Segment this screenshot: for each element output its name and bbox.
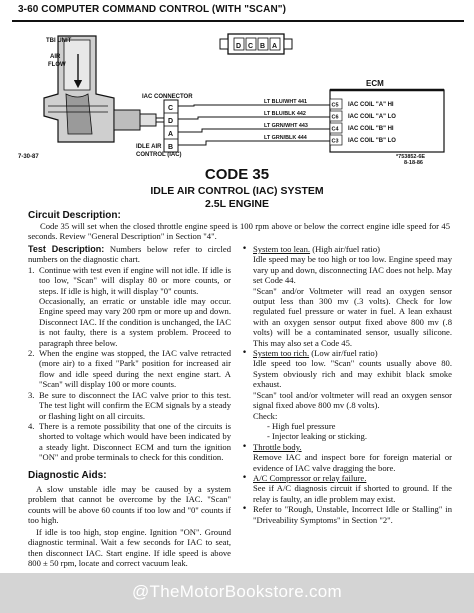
diagram-ref-date: 8-18-86	[404, 160, 423, 164]
circuit-description-text: Code 35 will set when the closed throttle engine speed is 100 rpm above or below the correct engine idle speed for 45 seconds. Review "General Description" in Section "4".	[28, 221, 450, 242]
wire-label-444: LT GRN/BLK 444	[264, 135, 307, 141]
ecm-pin-c4: C4	[331, 126, 339, 133]
test-step: 3. Be sure to disconnect the IAC valve prior to this test. The test light will confirm the ECM signals by a steady or flashing light on all circuits.	[28, 389, 231, 421]
terminal-letter-c: C	[168, 105, 174, 112]
ecm-label: ECM	[366, 79, 384, 88]
diagnostic-aids-p1: A slow unstable idle may be caused by a system problem that cannot be overcome by the IAC. "Scan" counts will be above 60 counts if too low and "0" counts if too high.	[28, 484, 231, 526]
diagram-ref-number: *753852-6E	[396, 154, 426, 160]
diagram-date: 7-30-87	[18, 154, 39, 160]
list-item: • System too lean. (High air/fuel ratio) Idle speed may be too high or too low. Engine speed may vary up and down, disconnecting IAC does not help. May set Code 44. "Scan" and/or Voltmeter will read an oxygen sensor output less than 300 mv (.3 volts). Check for low regulated fuel pressure or water in fuel. A lean exhaust with an oxygen sensor output fixed above 800 mv (.8 volts) will be a contaminated sensor, usually silicone. This may also set a Code 45.	[242, 244, 452, 348]
symptom-list	[242, 244, 452, 525]
test-steps	[28, 265, 231, 463]
test-step: 4. There is a remote possibility that one of the circuits is shorted to voltage which would have been indicated by a steady light. Disconnect ECM and turn the ignition "ON" and probe terminals to check for this condition.	[28, 420, 231, 463]
test-description-intro: Numbers below refer to circled numbers on the diagnostic chart.	[28, 244, 231, 265]
control-iac-label: CONTROL (IAC)	[136, 152, 182, 158]
wire-label-443: LT GRN/WHT 443	[264, 123, 308, 129]
terminal-letter-d: D	[168, 118, 174, 125]
ecm-desc-b-hi: IAC COIL "B" HI	[348, 126, 394, 132]
terminal-letter-a: A	[168, 131, 174, 138]
pin-c: C	[248, 43, 254, 50]
ecm-pin-c3: C3	[331, 138, 339, 145]
iac-wiring-diagram	[18, 24, 458, 164]
ecm-desc-a-hi: IAC COIL "A" HI	[348, 102, 394, 108]
system-title: IDLE AIR CONTROL (IAC) SYSTEM	[150, 185, 324, 197]
circuit-description-heading: Circuit Description:	[28, 210, 121, 221]
iac-connector-label: IAC CONNECTOR	[142, 94, 193, 100]
flow-label: FLOW	[48, 62, 66, 68]
terminal-letter-b: B	[168, 144, 174, 151]
test-step: 2. When the engine was stopped, the IAC valve retracted (more air) to a fixed "Park" position for increased air flow and idle speed during the next engine start. A "Scan" will display 100 or more counts.	[28, 348, 231, 390]
code-title: CODE 35	[204, 166, 270, 183]
list-item: • System too rich. (Low air/fuel ratio) Idle speed too low. "Scan" counts usually above 80. System obviously rich and may exhibit black smoke exhaust. "Scan" tool and/or voltmeter will read an oxygen sensor signal fixed above 800 mv (.8 volts). Check: - High fuel pressure - Injector leaking or sticking.	[242, 348, 452, 442]
diagnostic-aids-p2: If idle is too high, stop engine. Ignition "ON". Ground diagnostic terminal. Wait a few seconds for IAC to seat, then disconnect IAC. Start engine. If idle speed is above 800 ± 50 rpm, locate and correct vacuum leak.	[28, 527, 231, 569]
check-item: - Injector leaking or sticking.	[267, 431, 367, 442]
list-item: • Throttle body. Remove IAC and inspect bore for foreign material or evidence of IAC valve dragging the bore.	[242, 441, 452, 473]
ecm-pin-c5: C5	[331, 102, 339, 109]
ecm-desc-a-lo: IAC COIL "A" LO	[348, 114, 396, 120]
ecm-pin-c6: C6	[331, 114, 339, 121]
page-header: 3-60 COMPUTER COMMAND CONTROL (WITH "SCAN")	[18, 4, 287, 15]
list-item: • Refer to "Rough, Unstable, Incorrect Idle or Stalling" in "Driveability Symptoms" in Section "2".	[242, 504, 452, 525]
pin-a: A	[272, 43, 278, 50]
engine-title: 2.5L ENGINE	[205, 198, 269, 210]
list-item: • A/C Compressor or relay failure. See if A/C diagnosis circuit if shorted to ground. If the relay is faulty, an idle problem may exist.	[242, 472, 452, 504]
test-description	[28, 244, 231, 463]
idle-air-label: IDLE AIR	[136, 144, 162, 150]
check-item: - High fuel pressure	[267, 420, 336, 431]
wire-label-441: LT BLU/WHT 441	[264, 99, 308, 105]
connector-face	[220, 34, 292, 54]
test-description-heading: Test Description:	[28, 244, 105, 254]
tbi-unit-illustration	[44, 36, 114, 142]
watermark-footer: @TheMotorBookstore.com	[0, 573, 474, 613]
diagnostic-aids-heading: Diagnostic Aids:	[28, 470, 107, 481]
pin-b: B	[260, 43, 266, 50]
ecm-desc-b-lo: IAC COIL "B" LO	[348, 138, 396, 144]
wire-label-442: LT BLU/BLK 442	[264, 111, 306, 117]
header-rule	[12, 20, 464, 22]
tbi-unit-label: TBI UNIT	[46, 38, 72, 44]
air-label: AIR	[50, 54, 61, 60]
pin-d: D	[236, 43, 242, 50]
iac-valve-illustration	[114, 110, 164, 130]
test-step: 1. Continue with test even if engine will not idle. If idle is too low, "Scan" will display 80 or more counts, or steps. If idle is high, it will display "0" counts. Occasionally, an erratic or unstable idle may occur. Engine speed may vary 200 rpm or more up and down. Disconnect IAC. If the condition is unchanged, the IAC is not faulty, there is a system problem. Proceed to paragraph three below.	[28, 264, 231, 348]
